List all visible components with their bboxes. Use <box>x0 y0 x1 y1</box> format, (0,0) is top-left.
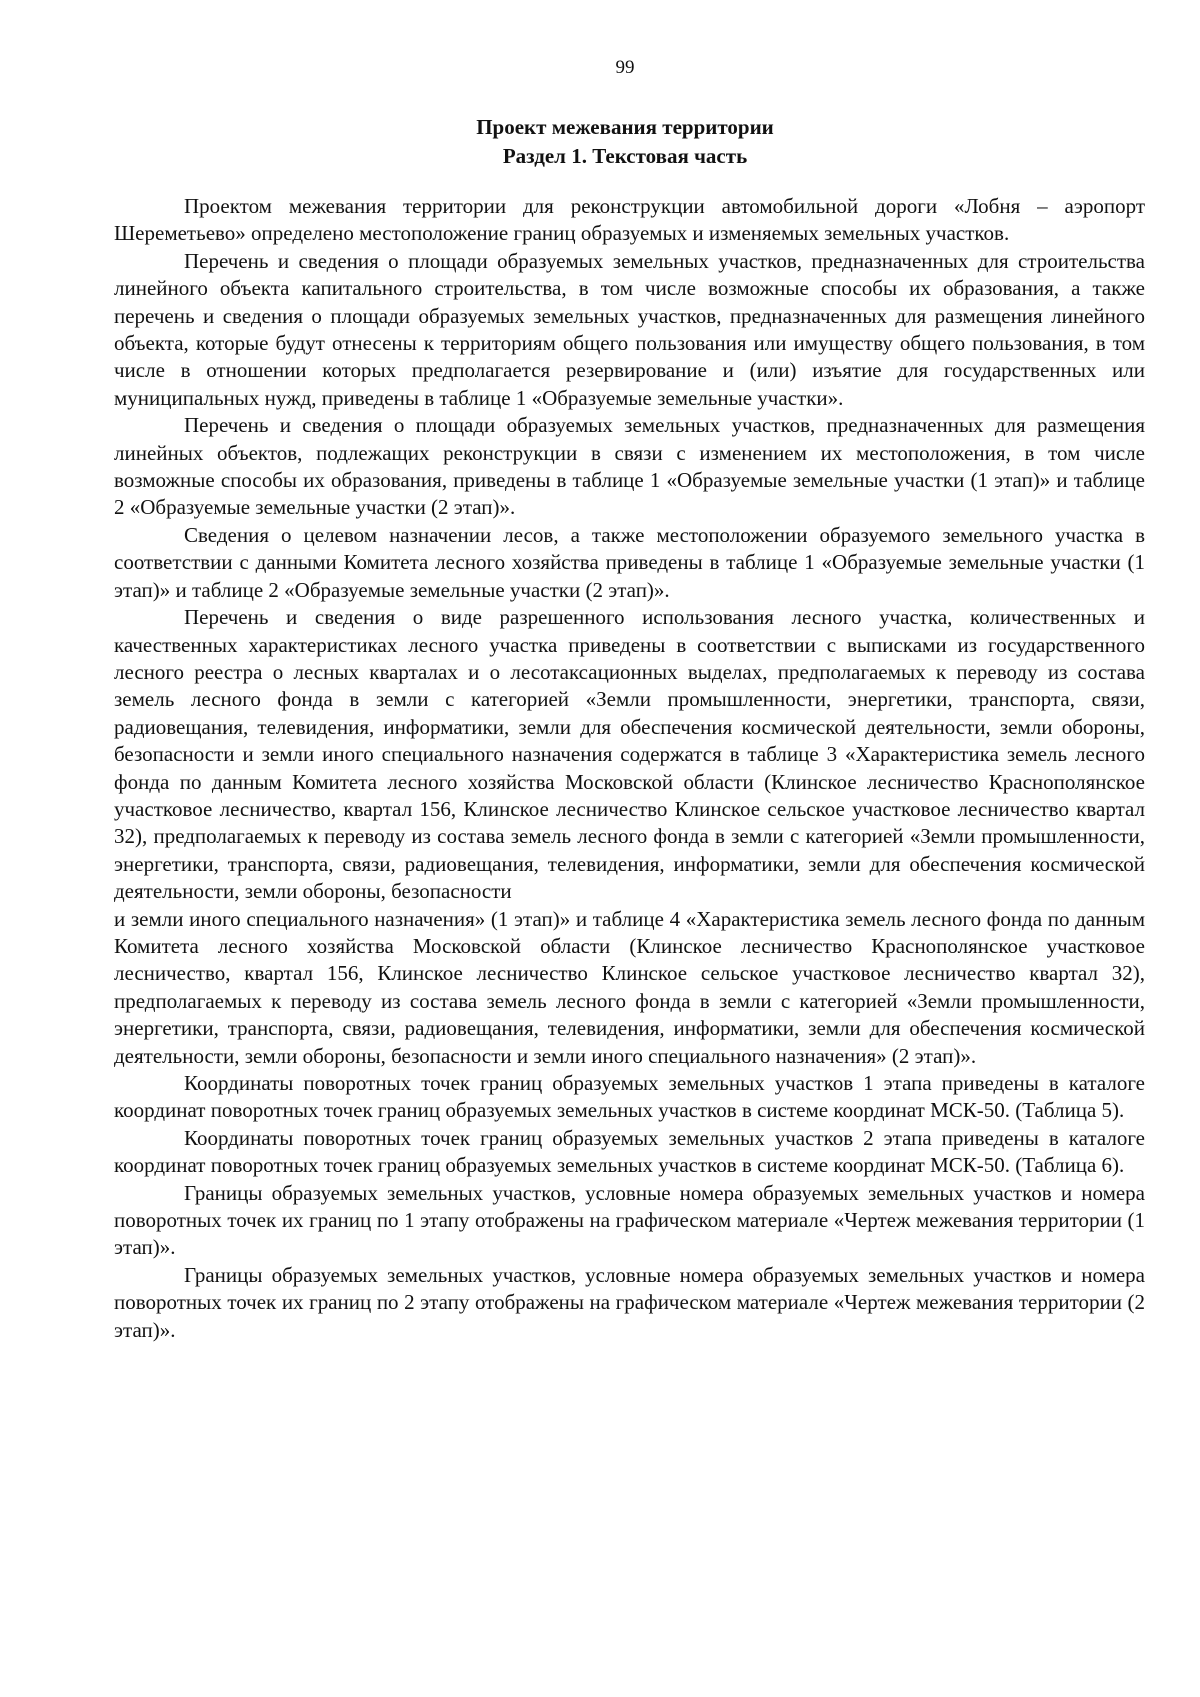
title-line-1: Проект межевания территории <box>476 115 774 139</box>
title-line-2: Раздел 1. Текстовая часть <box>502 144 748 168</box>
page-number: 99 <box>615 57 635 78</box>
paragraph: Проектом межевания территории для реконструкции автомобильной дороги «Лобня – аэропорт Шереметьево» определено местоположение границ образуемых и изменяемых земельных участков. <box>114 194 1145 246</box>
body-text <box>114 193 1145 1344</box>
paragraph: Перечень и сведения о площади образуемых земельных участков, предназначенных для строительства линейного объекта капитального строительства, в том числе возможные способы их образования, а также перечень и сведения о площади образуемых земельных участков, предназначенных для размещения линейного объекта, которые будут отнесены к территориям общего пользования или имуществу общего пользования, в том числе в отношении которых предполагается резервирование и (или) изъятие для государственных или муниципальных нужд, приведены в таблице 1 «Образуемые земельные участки». <box>114 248 1145 410</box>
paragraph: Сведения о целевом назначении лесов, а также местоположении образуемого земельного участка в соответствии с данными Комитета лесного хозяйства приведены в таблице 1 «Образуемые земельные участки (1 этап)» и таблице 2 «Образуемые земельные участки (2 этап)». <box>114 522 1145 602</box>
paragraph: Границы образуемых земельных участков, условные номера образуемых земельных участков и номера поворотных точек их границ по 2 этапу отображены на графическом материале «Чертеж межевания территории (2 этап)». <box>114 1262 1145 1342</box>
paragraph: Границы образуемых земельных участков, условные номера образуемых земельных участков и номера поворотных точек их границ по 1 этапу отображены на графическом материале «Чертеж межевания территории (1 этап)». <box>114 1180 1145 1260</box>
document-title <box>0 113 1200 171</box>
paragraph-continuation: и земли иного специального назначения» (1 этап)» и таблице 4 «Характеристика земель лесного фонда по данным Комитета лесного хозяйства Московской области (Клинское лесничество Краснополянское участковое лесничество, квартал 156, Клинское лесничество Клинское сельское участковое лесничество квартал 32), предполагаемых к переводу из состава земель лесного фонда в земли с категорией «Земли промышленности, энергетики, транспорта, связи, радиовещания, телевидения, информатики, земли для обеспечения космической деятельности, земли обороны, безопасности и земли иного специального назначения» (2 этап)». <box>114 906 1145 1068</box>
paragraph: Перечень и сведения о площади образуемых земельных участков, предназначенных для размещения линейных объектов, подлежащих реконструкции в связи с изменением их местоположения, в том числе возможные способы их образования, приведены в таблице 1 «Образуемые земельные участки (1 этап)» и таблице 2 «Образуемые земельные участки (2 этап)». <box>114 413 1145 520</box>
paragraph: Перечень и сведения о виде разрешенного использования лесного участка, количественных и качественных характеристиках лесного участка приведены в соответствии с выписками из государственного лесного реестра о лесных кварталах и о лесотаксационных выделах, предполагаемых к переводу из состава земель лесного фонда в земли с категорией «Земли промышленности, энергетики, транспорта, связи, радиовещания, телевидения, информатики, земли для обеспечения космической деятельности, земли обороны, безопасности и земли иного специального назначения содержатся в таблице 3 «Характеристика земель лесного фонда по данным Комитета лесного хозяйства Московской области (Клинское лесничество Краснополянское участковое лесничество, квартал 156, Клинское лесничество Клинское сельское участковое лесничество квартал 32), предполагаемых к переводу из состава земель лесного фонда в земли с категорией «Земли промышленности, энергетики, транспорта, связи, радиовещания, телевидения, информатики, земли для обеспечения космической деятельности, земли обороны, безопасности <box>114 605 1145 904</box>
paragraph: Координаты поворотных точек границ образуемых земельных участков 2 этапа приведены в каталоге координат поворотных точек границ образуемых земельных участков в системе координат МСК-50. (Таблица 6). <box>114 1125 1145 1178</box>
paragraph: Координаты поворотных точек границ образуемых земельных участков 1 этапа приведены в каталоге координат поворотных точек границ образуемых земельных участков в системе координат МСК-50. (Таблица 5). <box>114 1071 1145 1123</box>
